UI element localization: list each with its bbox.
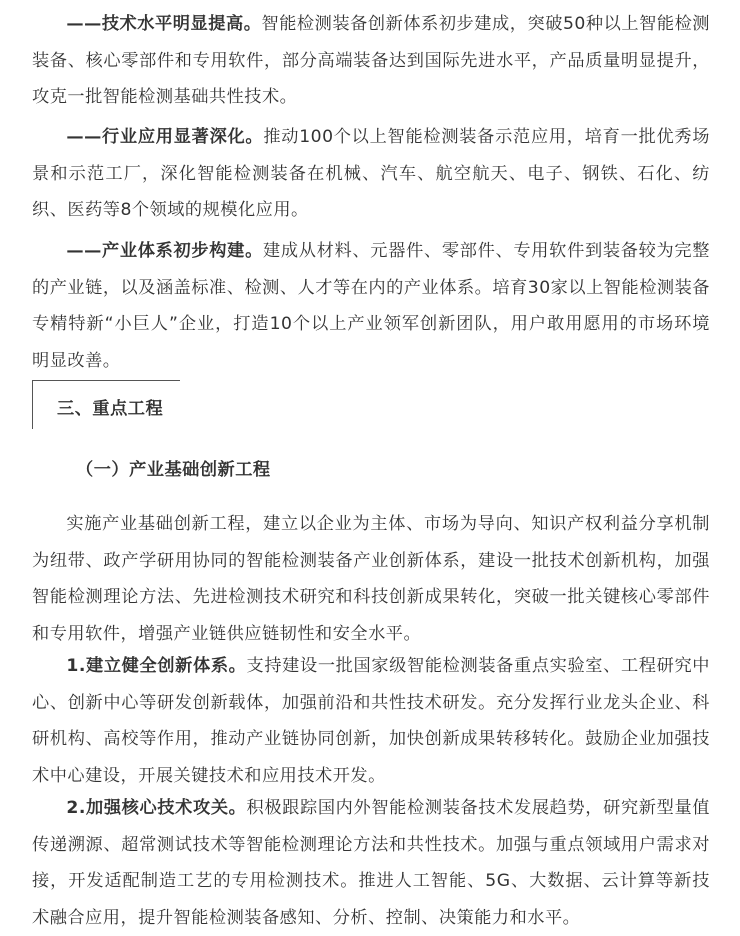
subsection-title: （一）产业基础创新工程 xyxy=(76,460,271,480)
paragraph-lead: ——行业应用显著深化。 xyxy=(66,127,264,147)
paragraph-item-innovation-system xyxy=(32,648,710,794)
paragraph-industry-application xyxy=(32,119,710,229)
item-lead: 2.加强核心技术攻关。 xyxy=(66,798,247,818)
paragraph-lead: ——产业体系初步构建。 xyxy=(66,241,263,261)
paragraph-item-core-tech xyxy=(32,790,710,936)
item-lead: 1.建立健全创新体系。 xyxy=(66,656,247,676)
item-text: 积极跟踪国内外智能检测装备技术发展趋势，研究新型量值传递溯源、超常测试技术等智能检测理论方法和共性技术。加强与重点领域用户需求对接，开发适配制造工艺的专用检测技术。推进人工智能、5G、大数据、云计算等新技术融合应用，提升智能检测装备感知、分析、控制、决策能力和水平。 xyxy=(32,798,710,928)
paragraph-tech-level xyxy=(32,6,710,116)
paragraph-subsection-intro: 实施产业基础创新工程，建立以企业为主体、市场为导向、知识产权利益分享机制为纽带、政产学研用协同的智能检测装备产业创新体系，建设一批技术创新机构，加强智能检测理论方法、先进检测技术研究和科技创新成果转化，突破一批关键核心零部件和专用软件，增强产业链供应链韧性和安全水平。 xyxy=(32,514,710,644)
paragraph-industry-system xyxy=(32,233,710,379)
section-heading-box xyxy=(32,380,180,429)
paragraph-text: 智能检测装备创新体系初步建成，突破50种以上智能检测装备、核心零部件和专用软件，部分高端装备达到国际先进水平，产品质量明显提升，攻克一批智能检测基础共性技术。 xyxy=(32,14,710,107)
paragraph-lead: ——技术水平明显提高。 xyxy=(66,14,262,34)
item-text: 支持建设一批国家级智能检测装备重点实验室、工程研究中心、创新中心等研发创新载体，加强前沿和共性技术研发。充分发挥行业龙头企业、科研机构、高校等作用，推动产业链协同创新，加快创新成果转移转化。鼓励企业加强技术中心建设，开展关键技术和应用技术开发。 xyxy=(32,656,710,786)
paragraph-text: 建成从材料、元器件、零部件、专用软件到装备较为完整的产业链，以及涵盖标准、检测、人才等在内的产业体系。培育30家以上智能检测装备专精特新“小巨人”企业，打造10个以上产业领军创新团队，用户敢用愿用的市场环境明显改善。 xyxy=(32,241,710,371)
paragraph-text: 推动100个以上智能检测装备示范应用，培育一批优秀场景和示范工厂，深化智能检测装备在机械、汽车、航空航天、电子、钢铁、石化、纺织、医药等8个领域的规模化应用。 xyxy=(32,127,710,220)
section-title: 三、重点工程 xyxy=(57,399,164,419)
